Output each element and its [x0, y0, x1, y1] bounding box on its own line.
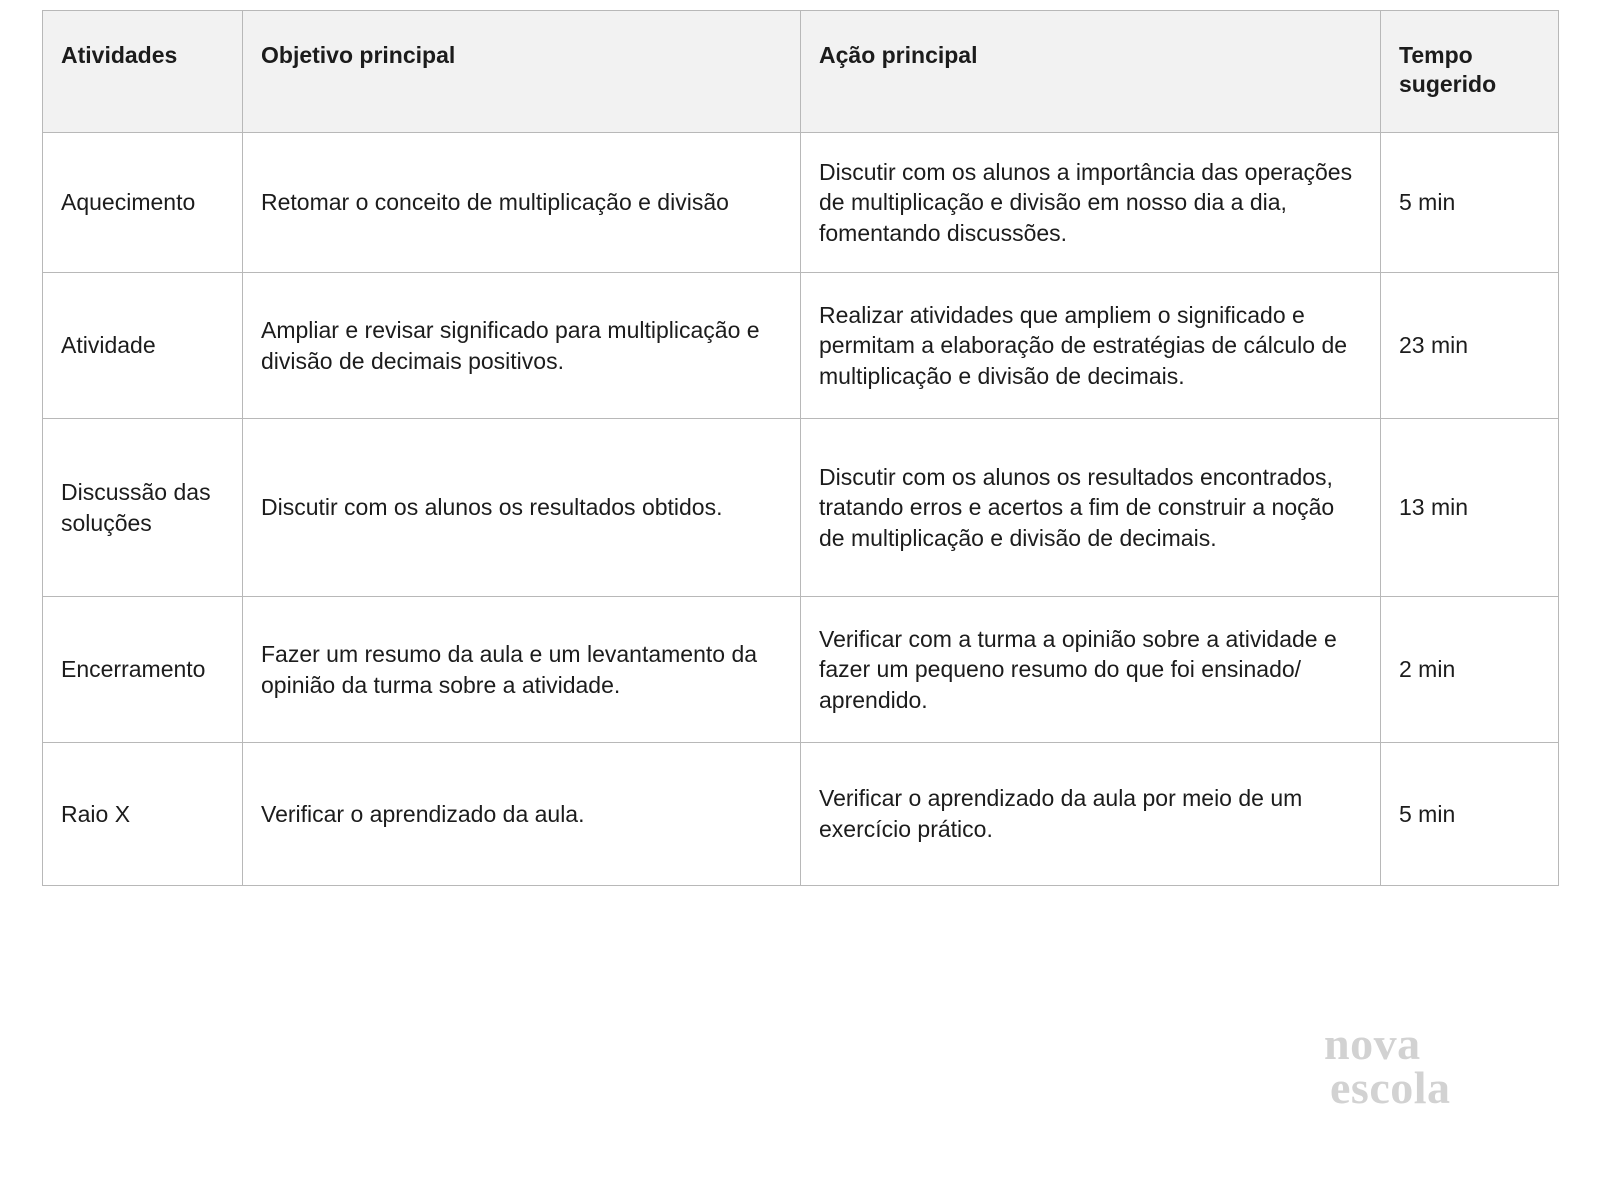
cell-text: Discutir com os alunos os resultados obtidos.: [261, 494, 723, 521]
cell-text: 5 min: [1399, 800, 1456, 827]
column-header-atividades: Atividades: [43, 11, 243, 133]
cell-text: 23 min: [1399, 332, 1469, 359]
table-header-row: [43, 11, 1559, 133]
cell-tempo: [1381, 597, 1559, 743]
cell-objetivo: [243, 597, 801, 743]
cell-tempo: [1381, 273, 1559, 419]
logo-line-escola: escola: [1330, 1062, 1451, 1114]
table-body: [43, 133, 1559, 886]
cell-text: Verificar com a turma a opinião sobre a atividade e fazer um pequeno resumo do que foi ensinado/ aprendido.: [819, 625, 1337, 713]
cell-text: Raio X: [61, 800, 131, 827]
column-header-objetivo-principal: Objetivo principal: [243, 11, 801, 133]
cell-text: Retomar o conceito de multiplicação e divisão: [261, 189, 729, 216]
table-row: [43, 133, 1559, 273]
cell-text: Ampliar e revisar significado para multiplicação e divisão de decimais positivos.: [261, 316, 760, 374]
cell-text: Discutir com os alunos a importância das operações de multiplicação e divisão em nosso dia a dia, fomentando discussões.: [819, 158, 1353, 246]
cell-acao: [801, 273, 1381, 419]
cell-atividade-name: [43, 743, 243, 886]
nova-escola-logo: [1324, 1018, 1524, 1114]
cell-text: Discussão das soluções: [61, 478, 211, 536]
cell-tempo: [1381, 743, 1559, 886]
cell-text: 2 min: [1399, 656, 1456, 683]
cell-text: Realizar atividades que ampliem o significado e permitam a elaboração de estratégias de cálculo de multiplicação e divisão de decimais.: [819, 301, 1348, 389]
cell-atividade-name: [43, 419, 243, 597]
table-row: [43, 597, 1559, 743]
cell-acao: [801, 419, 1381, 597]
cell-objetivo: [243, 743, 801, 886]
table-row: [43, 743, 1559, 886]
cell-acao: [801, 743, 1381, 886]
cell-text: Fazer um resumo da aula e um levantamento da opinião da turma sobre a atividade.: [261, 640, 758, 698]
cell-text: Discutir com os alunos os resultados encontrados, tratando erros e acertos a fim de construir a noção de multiplicação e divisão de decimais.: [819, 463, 1335, 551]
cell-objetivo: [243, 419, 801, 597]
cell-text: Aquecimento: [61, 189, 196, 216]
cell-atividade-name: [43, 597, 243, 743]
table-row: [43, 419, 1559, 597]
cell-text: Encerramento: [61, 656, 206, 683]
lesson-plan-table: [42, 10, 1559, 886]
cell-text: Verificar o aprendizado da aula por meio de um exercício prático.: [819, 785, 1303, 842]
logo-line-nova: nova: [1324, 1018, 1421, 1069]
table-header: [43, 11, 1559, 133]
cell-acao: [801, 133, 1381, 273]
cell-text: 5 min: [1399, 189, 1456, 216]
column-header-tempo-sugerido: Tempo sugerido: [1381, 11, 1559, 133]
cell-text: Verificar o aprendizado da aula.: [261, 800, 585, 827]
table-row: [43, 273, 1559, 419]
cell-text: Atividade: [61, 332, 156, 359]
cell-atividade-name: [43, 133, 243, 273]
cell-acao: [801, 597, 1381, 743]
cell-objetivo: [243, 133, 801, 273]
cell-tempo: [1381, 419, 1559, 597]
cell-text: 13 min: [1399, 494, 1469, 521]
cell-objetivo: [243, 273, 801, 419]
column-header-acao-principal: Ação principal: [801, 11, 1381, 133]
cell-tempo: [1381, 133, 1559, 273]
cell-atividade-name: [43, 273, 243, 419]
